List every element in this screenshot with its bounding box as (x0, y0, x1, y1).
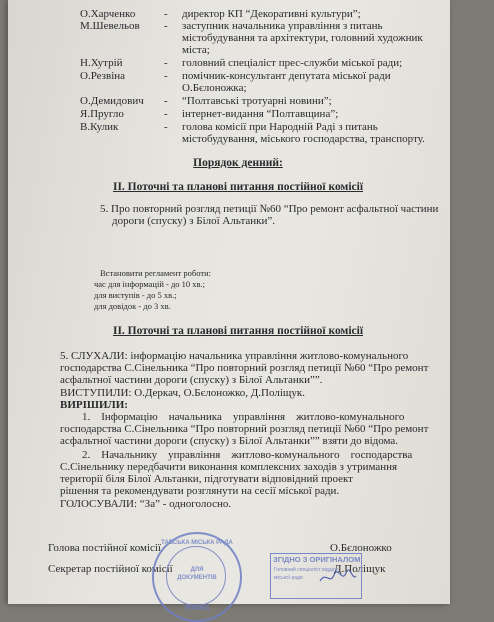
attendee-desc-line: О.Бєлоножка; (182, 82, 247, 94)
regulation-block (94, 268, 211, 312)
decision-line: господарства С.Сінельника “Про повторний розгляд петиції №60 “Про ремонт (60, 423, 429, 435)
decided-heading: ВИРІШИЛИ: (60, 399, 128, 411)
attendee-desc (182, 57, 494, 69)
stamp-round-top: ТАВСЬКА МІСЬКА РАДА (161, 540, 233, 546)
chair-label: Голова постійної комісії (48, 542, 161, 554)
agenda-item-line: дороги (спуску) з Білої Альтанки”. (112, 215, 276, 227)
attendee-desc-line: міста; (182, 44, 210, 56)
agenda-item (100, 203, 439, 227)
attendee-name: О.Харченко (80, 8, 136, 20)
secretary-label: Секретар постійної комісії (48, 563, 173, 575)
attendee-name: Я.Пругло (80, 108, 124, 120)
stamp-rect-line1: Головний спеціаліст відділу (274, 567, 339, 573)
regulation-line: Встановити регламент роботи: (100, 268, 212, 278)
attendee-dash: - (164, 8, 168, 20)
attendee-desc-line: інтернет-видання “Полтавщина”; (182, 108, 339, 120)
decision-line: 1. Інформацію начальника управління житлово-комунального (82, 411, 405, 423)
attendee-desc (182, 95, 494, 107)
voted-line: ГОЛОСУВАЛИ: “За” - одноголосно. (60, 498, 232, 510)
heard-line: 5. СЛУХАЛИ: інформацію начальника управління житлово-комунального (60, 350, 409, 362)
stamp-round-bottom: УКРАЇНА (184, 606, 210, 612)
chair-name: О.Бєлоножко (330, 542, 392, 554)
attendee-dash: - (164, 57, 168, 69)
attendee-desc-line: головний спеціаліст прес-служби міської ради; (182, 57, 403, 69)
attendee-dash: - (164, 20, 168, 32)
regulation-line: для виступів - до 5 хв.; (94, 290, 177, 300)
section-title-2: ІІ. Поточні та планові питання постійної комісії (112, 325, 364, 337)
attendee-desc-line: помічник-консультант депутата міської ради (182, 70, 391, 82)
attendee-desc-line: містобудування, міського господарства, транспорту. (182, 133, 425, 145)
attendee-dash: - (164, 108, 168, 120)
attendee-dash: - (164, 121, 168, 133)
spoke-line: ВИСТУПИЛИ: О.Деркач, О.Бєлоножко, Д.Поліщук. (60, 387, 305, 399)
decision-2 (60, 449, 432, 497)
attendee-name: М.Шевельов (80, 20, 140, 32)
decision-line: 2. Начальнику управління житлово-комунального господарства (82, 449, 413, 461)
regulation-line: для довідок - до 3 хв. (94, 301, 171, 311)
regulation-line: час для інформацій - до 10 хв.; (94, 279, 206, 289)
attendee-name: Н.Хутрій (80, 57, 123, 69)
stamp-rect-title: ЗГІДНО З ОРИГІНАЛОМ (273, 555, 361, 564)
attendee-desc (182, 121, 494, 145)
attendee-desc (182, 8, 494, 20)
decision-line: асфальтної частини дороги (спуску) з Білої Альтанки”” взяти до відома. (60, 435, 399, 447)
agenda-title: Порядок денний: (193, 157, 283, 169)
decision-line: С.Сінельнику передбачити виконання комплексних заходів з утримання (60, 461, 398, 473)
heard-block (60, 350, 432, 386)
stamp-round-mid2: ДОКУМЕНТІВ (177, 575, 217, 581)
decision-1 (60, 411, 432, 447)
attendee-name: О.Демидович (80, 95, 144, 107)
stamp-rect-line2: міської ради (274, 575, 303, 581)
attendee-dash: - (164, 70, 168, 82)
section-title: ІІ. Поточні та планові питання постійної комісії (112, 181, 364, 193)
decision-line: рішення та рекомендувати розглянути на сесії міської ради. (60, 485, 340, 497)
attendee-name: В.Кулик (80, 121, 119, 133)
stamp-round-mid1: ДЛЯ (190, 567, 204, 573)
attendee-desc-line: “Полтавські тротуарні новини”; (182, 95, 332, 107)
attendee-desc-line: заступник начальника управління з питань (182, 20, 383, 32)
attendee-desc (182, 108, 494, 120)
attendee-desc (182, 20, 494, 56)
secretary-name: Д.Поліщук (334, 563, 386, 575)
attendee-dash: - (164, 95, 168, 107)
heard-line: асфальтної частини дороги (спуску) з Білої Альтанки””. (60, 374, 323, 386)
round-stamp (152, 532, 242, 622)
heard-line: господарства С.Сінельника “Про повторний розгляд петиції №60 “Про ремонт (60, 362, 429, 374)
attendee-desc (182, 70, 494, 94)
attendee-name: О.Резвіна (80, 70, 126, 82)
agenda-item-line: 5. Про повторний розгляд петиції №60 “Про ремонт асфальтної частини (100, 203, 439, 215)
signature-scribble (318, 567, 358, 587)
attendee-desc-line: голова комісії при Народній Раді з питань (182, 121, 378, 133)
attendee-desc-line: містобудування та архітектури, головний художник (182, 32, 423, 44)
decision-line: території біля Білої Альтанки, підготувати відповідний проект (60, 473, 353, 485)
document-page (8, 0, 450, 612)
attendee-desc-line: директор КП “Декоративні культури”; (182, 8, 361, 20)
